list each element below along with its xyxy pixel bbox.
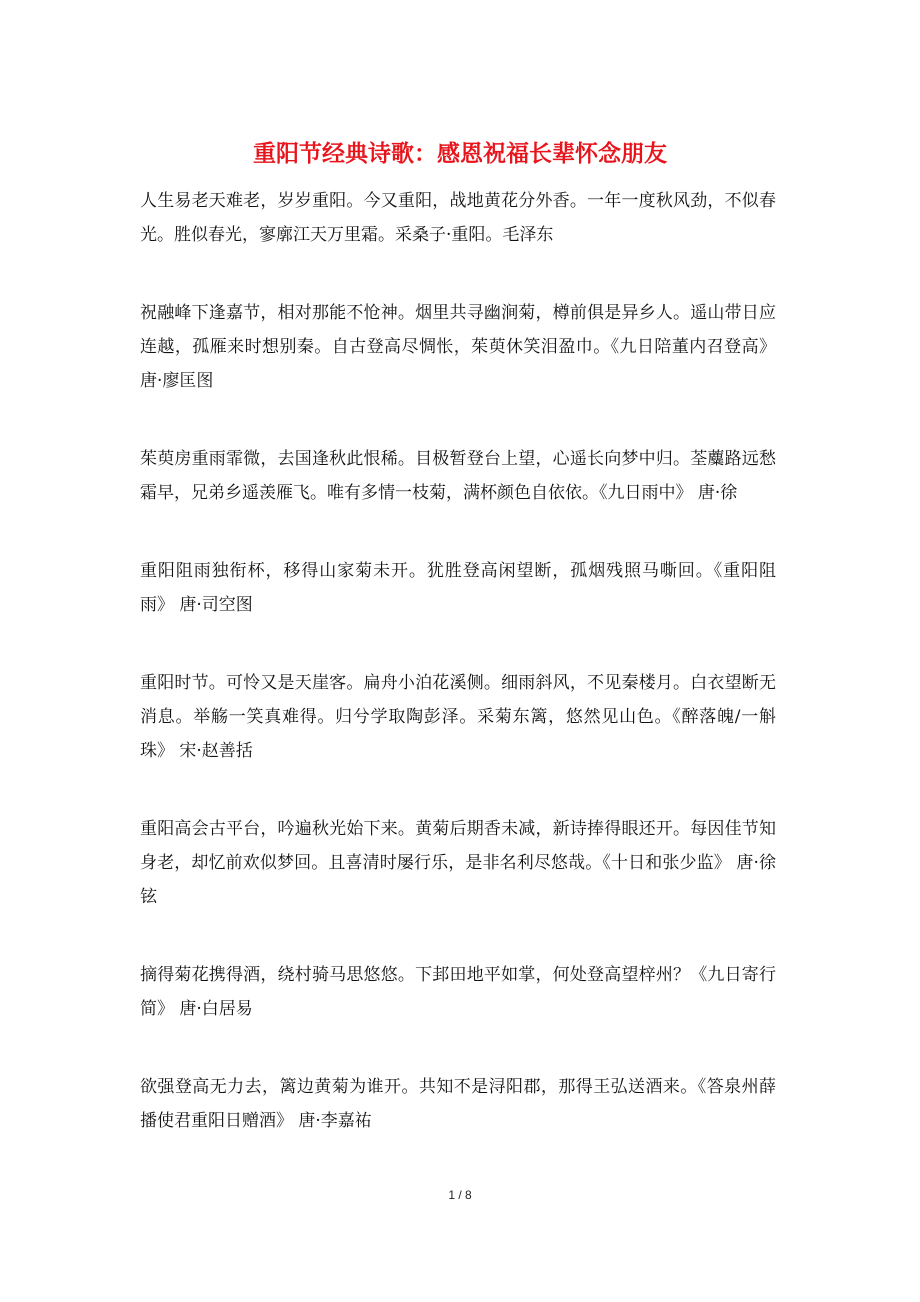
poem-paragraph: 摘得菊花携得酒，绕村骑马思悠悠。下邽田地平如掌，何处登高望梓州？《九日寄行简》 唐·白居易 (140, 965, 776, 1019)
poem-paragraph: 重阳时节。可怜又是天崖客。扁舟小泊花溪侧。细雨斜风，不见秦楼月。白衣望断无消息。举觞一笑真难得。归兮学取陶彭泽。采菊东篱，悠然见山色。《醉落魄/一斛珠》 宋·赵善括 (140, 673, 776, 761)
document-body (140, 184, 776, 1138)
document-title: 重阳节经典诗歌：感恩祝福长辈怀念朋友 (253, 140, 667, 167)
poem-paragraph: 欲强登高无力去，篱边黄菊为谁开。共知不是浔阳郡，那得王弘送酒来。《答泉州薛播使君重阳日赠酒》 唐·李嘉祐 (140, 1077, 776, 1131)
poem-paragraph: 重阳高会古平台，吟遍秋光始下来。黄菊后期香未减，新诗捧得眼还开。每因佳节知身老，却忆前欢似梦回。且喜清时屡行乐，是非名利尽悠哉。《十日和张少监》 唐·徐铉 (140, 819, 776, 907)
poem-paragraph: 人生易老天难老，岁岁重阳。今又重阳，战地黄花分外香。一年一度秋风劲，不似春光。胜似春光，寥廓江天万里霜。采桑子·重阳。毛泽东 (140, 191, 776, 245)
page-number: 1 / 8 (448, 1188, 472, 1202)
poem-paragraph: 祝融峰下逢嘉节，相对那能不怆神。烟里共寻幽涧菊，樽前俱是异乡人。遥山带日应连越，孤雁来时想别秦。自古登高尽惆怅，茱萸休笑泪盈巾。《九日陪董内召登高》 唐·廖匡图 (140, 303, 776, 391)
poem-paragraph: 重阳阻雨独衔杯，移得山家菊未开。犹胜登高闲望断，孤烟残照马嘶回。《重阳阻雨》 唐·司空图 (140, 561, 776, 615)
poem-paragraph: 茱萸房重雨霏微，去国逢秋此恨稀。目极暂登台上望，心遥长向梦中归。荃蘪路远愁霜早，兄弟乡遥羡雁飞。唯有多情一枝菊，满杯颜色自依依。《九日雨中》 唐·徐 (140, 449, 776, 503)
